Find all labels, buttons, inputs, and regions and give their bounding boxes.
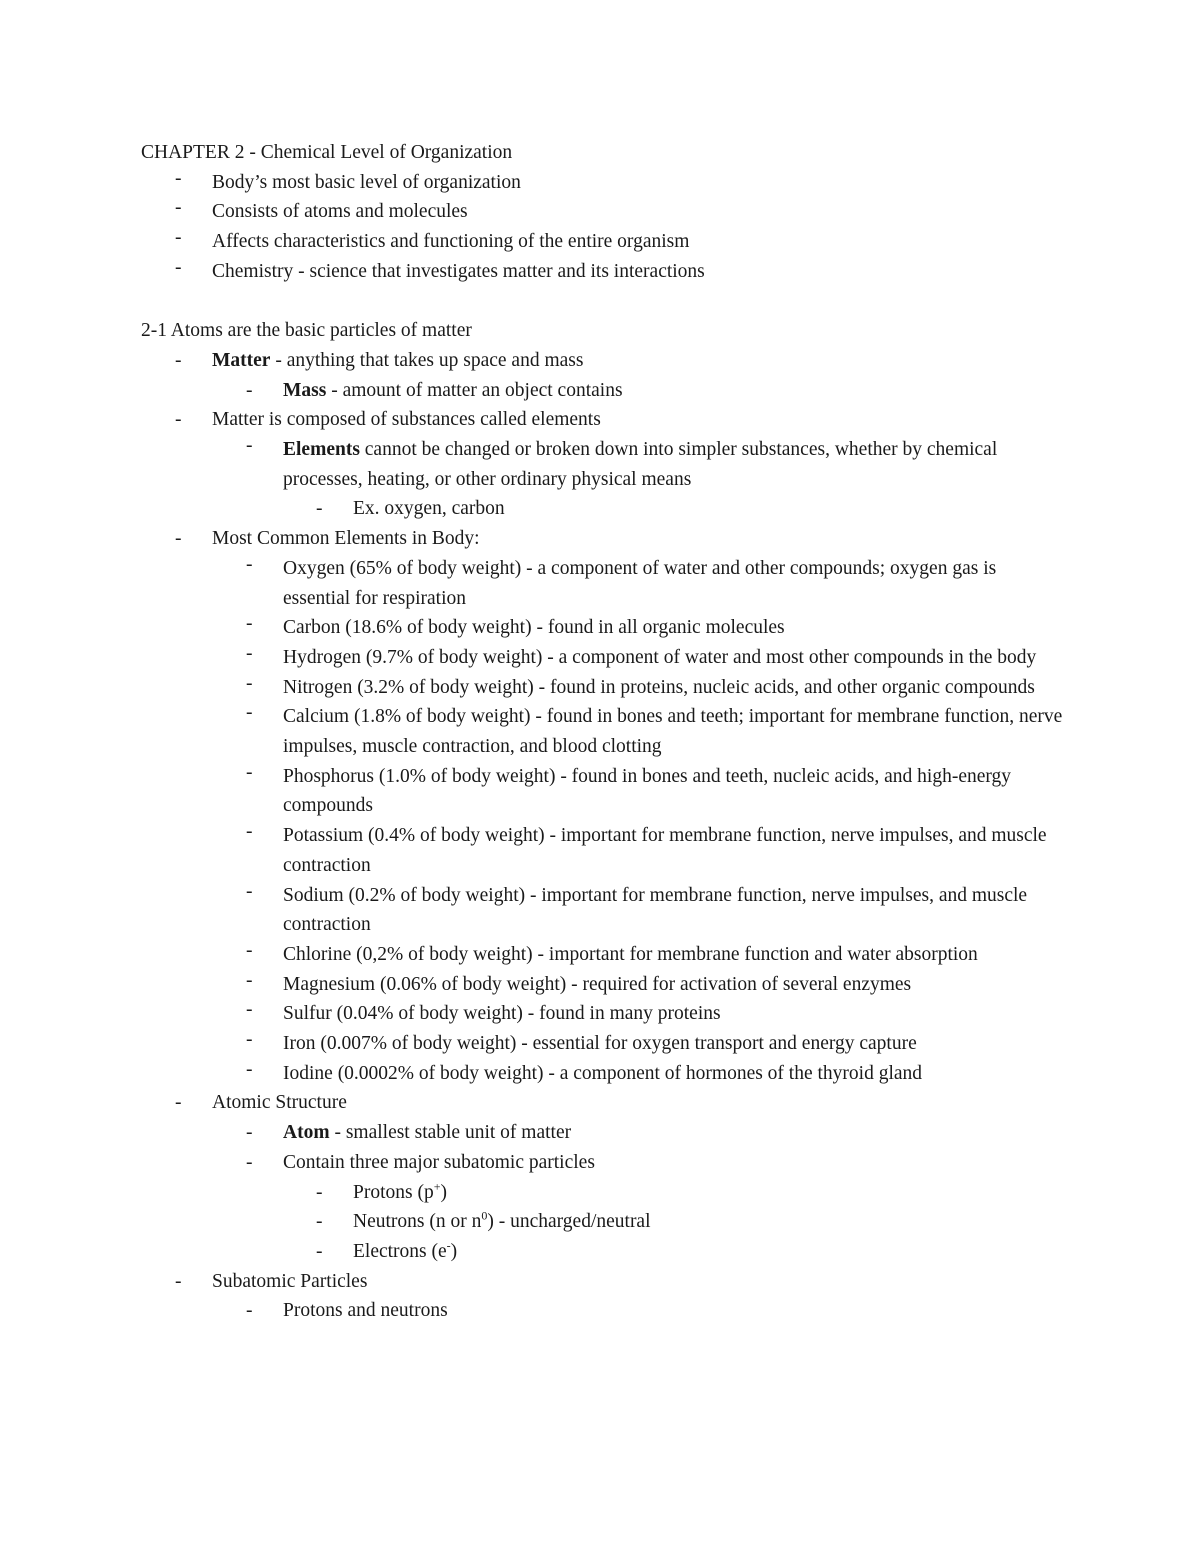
common-element-item [141, 1029, 1061, 1059]
common-element-item-text: Nitrogen (3.2% of body weight) - found in proteins, nucleic acids, and other organic compounds [283, 676, 1035, 698]
bullet-dash: - [316, 498, 323, 520]
common-element-item-text: Carbon (18.6% of body weight) - found in all organic molecules [283, 617, 785, 639]
common-element-item [141, 762, 1061, 821]
common-element-item [141, 881, 1061, 940]
matter-item [141, 346, 1061, 376]
protons-item [141, 1178, 1061, 1208]
bullet-dash: - [316, 1241, 323, 1262]
chapter-point-text: Consists of atoms and molecules [212, 201, 468, 223]
common-element-item [141, 554, 1061, 613]
atomic-structure-item [141, 1088, 1061, 1118]
common-element-item-text: Hydrogen (9.7% of body weight) - a component of water and most other compounds in the body [283, 646, 1037, 668]
common-element-item [141, 673, 1061, 703]
elements-item [141, 435, 1061, 494]
mass-item [141, 376, 1061, 406]
bullet-dash: - [246, 761, 253, 783]
subatomic-contain-item [141, 1148, 1061, 1178]
common-element-item [141, 970, 1061, 1000]
protons-close: ) [440, 1181, 447, 1203]
common-element-item-text: Potassium (0.4% of body weight) - important for membrane function, nerve impulses, and muscle contraction [283, 825, 1047, 876]
bullet-dash: - [175, 227, 182, 249]
electrons-text: Electrons (e [353, 1241, 447, 1262]
bullet-dash: - [246, 821, 253, 843]
common-element-item-text: Iron (0.007% of body weight) - essential for oxygen transport and energy capture [283, 1033, 917, 1055]
chapter-title: CHAPTER 2 - Chemical Level of Organization [141, 142, 513, 163]
bullet-dash: - [246, 1151, 253, 1173]
matter-elements-item [141, 405, 1061, 435]
bullet-dash: - [246, 613, 253, 635]
chapter-point-text: Chemistry - science that investigates matter and its interactions [212, 260, 705, 282]
bullet-dash: - [246, 642, 253, 664]
chapter-point [141, 257, 1061, 287]
document-body [141, 138, 1061, 1326]
bullet-dash: - [246, 435, 253, 457]
matter-elements-text: Matter is composed of substances called elements [212, 409, 601, 431]
common-element-item [141, 702, 1061, 761]
section-title: 2-1 Atoms are the basic particles of matter [141, 320, 472, 342]
elements-term: Elements [283, 439, 360, 461]
subatomic-contain-text: Contain three major subatomic particles [283, 1151, 595, 1173]
bullet-dash: - [175, 1092, 182, 1114]
electrons-item [141, 1237, 1061, 1267]
bullet-dash: - [175, 197, 182, 219]
common-element-item-text: Magnesium (0.06% of body weight) - required for activation of several enzymes [283, 973, 912, 995]
bullet-dash: - [246, 553, 253, 575]
mass-definition: - amount of matter an object contains [326, 379, 623, 401]
bullet-dash: - [175, 528, 182, 550]
elements-example: Ex. oxygen, carbon [353, 498, 505, 520]
chapter-point [141, 197, 1061, 227]
common-elements-list [141, 554, 1061, 1089]
atomic-structure-heading: Atomic Structure [212, 1092, 347, 1114]
neutrons-charge: 0 [481, 1208, 488, 1223]
subatomic-particles-heading: Subatomic Particles [212, 1270, 368, 1292]
common-element-item-text: Iodine (0.0002% of body weight) - a component of hormones of the thyroid gland [283, 1062, 923, 1084]
common-element-item-text: Phosphorus (1.0% of body weight) - found in bones and teeth, nucleic acids, and high-energy compounds [283, 765, 1012, 817]
neutrons-item [141, 1207, 1061, 1237]
bullet-dash: - [246, 1300, 253, 1322]
protons-text: Protons (p [353, 1181, 434, 1203]
mass-term: Mass [283, 379, 327, 401]
elements-definition: cannot be changed or broken down into simpler substances, whether by chemical processes, heating, or other ordinary physical means [283, 439, 998, 490]
bullet-dash: - [175, 256, 182, 278]
bullet-dash: - [246, 379, 253, 401]
common-element-item-text: Calcium (1.8% of body weight) - found in bones and teeth; important for membrane function, nerve impulses, muscle contraction, and blood clotting [283, 706, 1063, 758]
matter-definition: - anything that takes up space and mass [270, 349, 584, 371]
bullet-dash: - [175, 167, 182, 189]
subatomic-particles-item [141, 1267, 1061, 1297]
bullet-dash: - [175, 349, 182, 371]
chapter-point-text: Affects characteristics and functioning of the entire organism [212, 231, 690, 253]
atom-definition: - smallest stable unit of matter [329, 1122, 572, 1144]
bullet-dash: - [246, 672, 253, 694]
common-element-item [141, 999, 1061, 1029]
bullet-dash: - [246, 880, 253, 902]
neutrons-close: ) - uncharged/neutral [487, 1211, 651, 1233]
chapter-point-text: Body’s most basic level of organization [212, 171, 521, 193]
common-element-item [141, 821, 1061, 880]
chapter-points [141, 168, 1061, 287]
bullet-dash: - [246, 702, 253, 724]
electrons-close: ) [450, 1241, 458, 1262]
protons-neutrons-text: Protons and neutrons [283, 1300, 448, 1322]
common-elements-heading-item [141, 524, 1061, 554]
bullet-dash: - [246, 1029, 253, 1051]
elements-example-item [141, 494, 1061, 524]
common-element-item-text: Chlorine (0,2% of body weight) - important for membrane function and water absorption [283, 943, 978, 965]
chapter-point [141, 168, 1061, 198]
atom-term: Atom [283, 1122, 330, 1144]
bullet-dash: - [316, 1181, 323, 1203]
common-element-item [141, 643, 1061, 673]
protons-neutrons-item [141, 1296, 1061, 1326]
bullet-dash: - [316, 1211, 323, 1233]
chapter-point [141, 227, 1061, 257]
bullet-dash: - [246, 939, 253, 961]
electrons-charge: - [446, 1238, 451, 1253]
matter-term: Matter [212, 349, 271, 371]
bullet-dash: - [175, 1270, 182, 1292]
bullet-dash: - [246, 969, 253, 991]
common-element-item-text: Oxygen (65% of body weight) - a component of water and other compounds; oxygen gas is essential for respiration [283, 557, 997, 609]
neutrons-text: Neutrons (n or n [353, 1211, 482, 1233]
common-element-item [141, 613, 1061, 643]
common-element-item-text: Sulfur (0.04% of body weight) - found in many proteins [283, 1003, 721, 1025]
common-element-item [141, 1059, 1061, 1089]
bullet-dash: - [246, 999, 253, 1021]
common-elements-heading: Most Common Elements in Body: [212, 528, 480, 550]
bullet-dash: - [175, 409, 182, 431]
common-element-item [141, 940, 1061, 970]
atom-item [141, 1118, 1061, 1148]
common-element-item-text: Sodium (0.2% of body weight) - important for membrane function, nerve impulses, and muscle contraction [283, 884, 1028, 936]
bullet-dash: - [246, 1058, 253, 1080]
protons-charge: + [433, 1179, 441, 1194]
bullet-dash: - [246, 1122, 253, 1144]
